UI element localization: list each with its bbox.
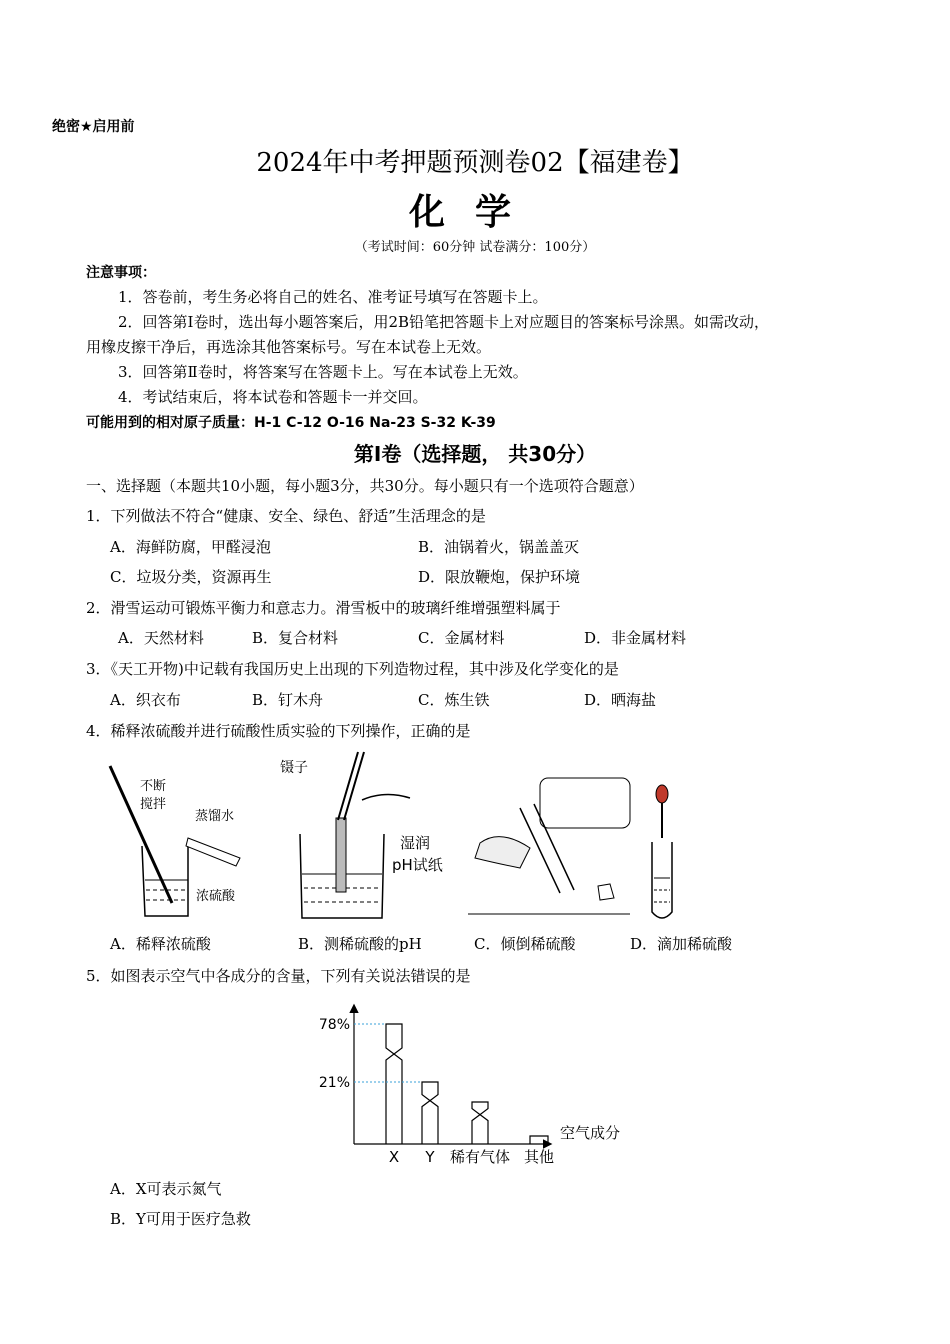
label-water: 蒸馏水	[195, 809, 235, 824]
q5-option-b: B．Y可用于医疗急救	[110, 1210, 251, 1228]
question-3-stem: 3．《天工开物)中记载有我国历史上出现的下列造物过程，其中涉及化学变化的是	[86, 660, 619, 678]
notice-item: 1．答卷前，考生务必将自己的姓名、准考证号填写在答题卡上。	[118, 288, 548, 306]
q1-option-d: D．限放鞭炮，保护环境	[418, 568, 581, 586]
q3-option-b: B．钉木舟	[252, 691, 324, 709]
notice-item: 3．回答第Ⅱ卷时，将答案写在答题卡上。写在本试卷上无效。	[118, 363, 528, 381]
notice-heading: 注意事项：	[86, 265, 156, 281]
q2-option-b: B．复合材料	[252, 629, 339, 647]
exam-info: （考试时间：60分钟 试卷满分：100分）	[354, 240, 596, 255]
notice-item: 4．考试结束后，将本试卷和答题卡一并交回。	[118, 388, 428, 406]
section-title: 第Ⅰ卷（选择题， 共30分）	[353, 442, 597, 466]
x-tick-label: 其他	[523, 1148, 555, 1166]
atomic-masses: 可能用到的相对原子质量：H-1 C-12 O-16 Na-23 S-32 K-39	[86, 415, 496, 431]
figure-b-ph-test	[280, 752, 443, 918]
question-2-stem: 2．滑雪运动可锻炼平衡力和意志力。滑雪板中的玻璃纤维增强塑料属于	[86, 599, 561, 617]
q4-option-a: A．稀释浓硫酸	[110, 935, 211, 953]
subject-title: 化学	[408, 191, 541, 233]
bar-1	[422, 1082, 438, 1144]
air-composition-chart	[310, 1000, 650, 1170]
y-tick-label: 21%	[318, 1075, 350, 1091]
q1-option-b: B．油锅着火，锅盖盖灭	[418, 538, 580, 556]
q2-option-a: A．天然材料	[118, 629, 204, 647]
x-axis-label: 空气成分	[560, 1124, 621, 1142]
x-tick-label: X	[388, 1148, 400, 1166]
label-stir-2: 搅拌	[140, 797, 167, 812]
q2-option-c: C．金属材料	[418, 629, 505, 647]
section-instruction: 一、选择题（本题共10小题，每小题3分，共30分。每小题只有一个选项符合题意）	[86, 477, 644, 495]
q4-figure	[100, 748, 690, 928]
question-1-stem: 1．下列做法不符合“健康、安全、绿色、舒适”生活理念的是	[86, 507, 486, 525]
q3-option-c: C．炼生铁	[418, 691, 490, 709]
q5-option-a: A．X可表示氮气	[110, 1180, 222, 1198]
bar-2	[472, 1102, 488, 1144]
q4-option-b: B．测稀硫酸的pH	[298, 935, 422, 953]
label-wet: 湿润	[400, 834, 431, 852]
figure-d-dropper	[652, 785, 672, 918]
figure-c-pouring	[468, 778, 630, 914]
q3-option-a: A．织衣布	[110, 691, 181, 709]
notice-item: 用橡皮擦干净后，再选涂其他答案标号。写在本试卷上无效。	[86, 338, 492, 356]
exam-title: 2024年中考押题预测卷02【福建卷】	[256, 148, 694, 178]
q2-option-d: D．非金属材料	[584, 629, 687, 647]
q3-option-d: D．晒海盐	[584, 691, 657, 709]
notice-item: 2．回答第Ⅰ卷时，选出每小题答案后，用2B铅笔把答题卡上对应题目的答案标号涂黑。如需改动，	[118, 313, 770, 331]
figure-a-dilution	[110, 766, 240, 916]
question-5-stem: 5．如图表示空气中各成分的含量，下列有关说法错误的是	[86, 967, 471, 985]
bar-0	[386, 1024, 402, 1144]
label-stir: 不断	[140, 779, 167, 794]
secret-label: 绝密★启用前	[52, 119, 135, 135]
q1-option-a: A．海鲜防腐，甲醛浸泡	[110, 538, 271, 556]
label-tweezers: 镊子	[280, 760, 308, 776]
label-ph-paper: pH试纸	[392, 856, 443, 874]
bar-3	[530, 1136, 548, 1144]
y-tick-label: 78%	[318, 1017, 350, 1033]
x-tick-label: Y	[425, 1148, 435, 1166]
q4-option-c: C．倾倒稀硫酸	[474, 935, 576, 953]
x-tick-label: 稀有气体	[449, 1148, 511, 1166]
q1-option-c: C．垃圾分类，资源再生	[110, 568, 272, 586]
question-4-stem: 4．稀释浓硫酸并进行硫酸性质实验的下列操作，正确的是	[86, 722, 471, 740]
q4-option-d: D．滴加稀硫酸	[630, 935, 733, 953]
label-acid: 浓硫酸	[196, 889, 236, 904]
